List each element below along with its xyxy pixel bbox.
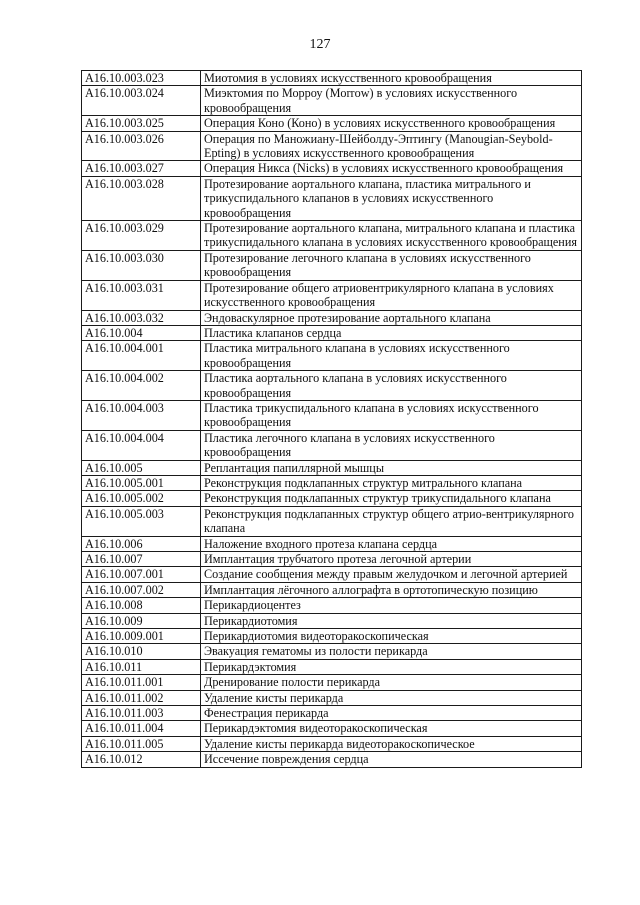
procedure-name: Операция Никса (Nicks) в условиях искусственного кровообращения xyxy=(201,161,582,176)
page-number: 127 xyxy=(309,37,331,52)
table-row xyxy=(82,116,582,131)
procedure-code: A16.10.005 xyxy=(82,460,201,475)
procedure-name: Перикардиотомия xyxy=(201,613,582,628)
table-row xyxy=(82,675,582,690)
table-row xyxy=(82,567,582,582)
procedure-code: A16.10.004 xyxy=(82,325,201,340)
procedure-name: Удаление кисты перикарда видеоторакоскопическое xyxy=(201,736,582,751)
procedure-name: Реплантация папиллярной мышцы xyxy=(201,460,582,475)
table-row xyxy=(82,371,582,401)
procedure-code: A16.10.011 xyxy=(82,659,201,674)
procedure-code: A16.10.003.024 xyxy=(82,86,201,116)
procedure-name: Эвакуация гематомы из полости перикарда xyxy=(201,644,582,659)
procedure-name: Миотомия в условиях искусственного кровообращения xyxy=(201,71,582,86)
table-row xyxy=(82,221,582,251)
procedure-name: Имплантация лёгочного аллографта в ортотопическую позицию xyxy=(201,582,582,597)
procedure-name: Перикардиотомия видеоторакоскопическая xyxy=(201,629,582,644)
table-row xyxy=(82,644,582,659)
procedure-name: Фенестрация перикарда xyxy=(201,706,582,721)
procedure-code: A16.10.003.030 xyxy=(82,250,201,280)
procedure-name: Миэктомия по Морроу (Morrow) в условиях искусственного кровообращения xyxy=(201,86,582,116)
table-row xyxy=(82,310,582,325)
table-row xyxy=(82,706,582,721)
procedure-code: A16.10.007.001 xyxy=(82,567,201,582)
procedure-code: A16.10.003.029 xyxy=(82,221,201,251)
procedure-code: A16.10.003.026 xyxy=(82,131,201,161)
procedure-code: A16.10.003.031 xyxy=(82,280,201,310)
procedure-code: A16.10.011.003 xyxy=(82,706,201,721)
table-row xyxy=(82,752,582,767)
table-row xyxy=(82,161,582,176)
table-row xyxy=(82,430,582,460)
procedure-name: Протезирование легочного клапана в условиях искусственного кровообращения xyxy=(201,250,582,280)
procedure-code: A16.10.007.002 xyxy=(82,582,201,597)
procedure-code: A16.10.007 xyxy=(82,552,201,567)
table-row xyxy=(82,86,582,116)
table-row xyxy=(82,506,582,536)
procedure-name: Пластика трикуспидального клапана в условиях искусственного кровообращения xyxy=(201,400,582,430)
procedure-name: Пластика аортального клапана в условиях искусственного кровообращения xyxy=(201,371,582,401)
table-row xyxy=(82,131,582,161)
table-row xyxy=(82,721,582,736)
procedure-name: Протезирование аортального клапана, пластика митрального и трикуспидального клапанов в условиях искусственного кровообращения xyxy=(201,176,582,220)
table-row xyxy=(82,491,582,506)
procedure-code: A16.10.003.025 xyxy=(82,116,201,131)
table-row xyxy=(82,325,582,340)
procedure-name: Реконструкция подклапанных структур общего атрио-вентрикулярного клапана xyxy=(201,506,582,536)
procedure-name: Удаление кисты перикарда xyxy=(201,690,582,705)
procedure-name: Протезирование аортального клапана, митрального клапана и пластика трикуспидального клапана в условиях искусственного кровообращения xyxy=(201,221,582,251)
procedure-code: A16.10.009 xyxy=(82,613,201,628)
procedure-name: Перикардэктомия xyxy=(201,659,582,674)
table-row xyxy=(82,582,582,597)
procedure-name: Эндоваскулярное протезирование аортального клапана xyxy=(201,310,582,325)
procedure-code: A16.10.003.028 xyxy=(82,176,201,220)
procedure-name: Дренирование полости перикарда xyxy=(201,675,582,690)
procedure-code: A16.10.003.027 xyxy=(82,161,201,176)
procedure-code: A16.10.004.002 xyxy=(82,371,201,401)
procedure-code: A16.10.011.001 xyxy=(82,675,201,690)
procedure-name: Пластика митрального клапана в условиях искусственного кровообращения xyxy=(201,341,582,371)
procedure-code: A16.10.005.003 xyxy=(82,506,201,536)
table-row xyxy=(82,659,582,674)
table-row xyxy=(82,536,582,551)
table-row xyxy=(82,736,582,751)
procedure-code: A16.10.011.004 xyxy=(82,721,201,736)
procedure-name: Операция Коно (Коно) в условиях искусственного кровообращения xyxy=(201,116,582,131)
procedure-name: Создание сообщения между правым желудочком и легочной артерией xyxy=(201,567,582,582)
procedure-code: A16.10.010 xyxy=(82,644,201,659)
procedure-code-table xyxy=(81,70,582,768)
procedure-code: A16.10.003.032 xyxy=(82,310,201,325)
procedure-code: A16.10.012 xyxy=(82,752,201,767)
procedure-name: Реконструкция подклапанных структур митрального клапана xyxy=(201,475,582,490)
table-row xyxy=(82,280,582,310)
procedure-name: Пластика легочного клапана в условиях искусственного кровообращения xyxy=(201,430,582,460)
procedure-code: A16.10.004.001 xyxy=(82,341,201,371)
table-row xyxy=(82,613,582,628)
table-row xyxy=(82,400,582,430)
table-row xyxy=(82,460,582,475)
procedure-name: Операция по Маножиану-Шейболду-Эптингу (Manougian-Seybold-Epting) в условиях искусственного кровообращения xyxy=(201,131,582,161)
procedure-name: Перикардиоцентез xyxy=(201,598,582,613)
table-row xyxy=(82,598,582,613)
table-row xyxy=(82,176,582,220)
procedure-name: Протезирование общего атриовентрикулярного клапана в условиях искусственного кровообращения xyxy=(201,280,582,310)
table-row xyxy=(82,250,582,280)
procedure-code: A16.10.011.002 xyxy=(82,690,201,705)
procedure-code: A16.10.005.001 xyxy=(82,475,201,490)
procedure-code: A16.10.008 xyxy=(82,598,201,613)
procedure-code: A16.10.004.003 xyxy=(82,400,201,430)
table-row xyxy=(82,552,582,567)
procedure-code: A16.10.009.001 xyxy=(82,629,201,644)
procedure-code: A16.10.004.004 xyxy=(82,430,201,460)
procedure-name: Пластика клапанов сердца xyxy=(201,325,582,340)
procedure-code: A16.10.011.005 xyxy=(82,736,201,751)
procedure-code: A16.10.003.023 xyxy=(82,71,201,86)
table-row xyxy=(82,690,582,705)
procedure-name: Перикардэктомия видеоторакоскопическая xyxy=(201,721,582,736)
procedure-code: A16.10.005.002 xyxy=(82,491,201,506)
table-row xyxy=(82,71,582,86)
procedure-name: Иссечение повреждения сердца xyxy=(201,752,582,767)
procedure-name: Реконструкция подклапанных структур трикуспидального клапана xyxy=(201,491,582,506)
procedure-name: Наложение входного протеза клапана сердца xyxy=(201,536,582,551)
table-row xyxy=(82,341,582,371)
procedure-rows xyxy=(82,71,582,768)
table-row xyxy=(82,629,582,644)
procedure-code: A16.10.006 xyxy=(82,536,201,551)
procedure-name: Имплантация трубчатого протеза легочной артерии xyxy=(201,552,582,567)
table-row xyxy=(82,475,582,490)
